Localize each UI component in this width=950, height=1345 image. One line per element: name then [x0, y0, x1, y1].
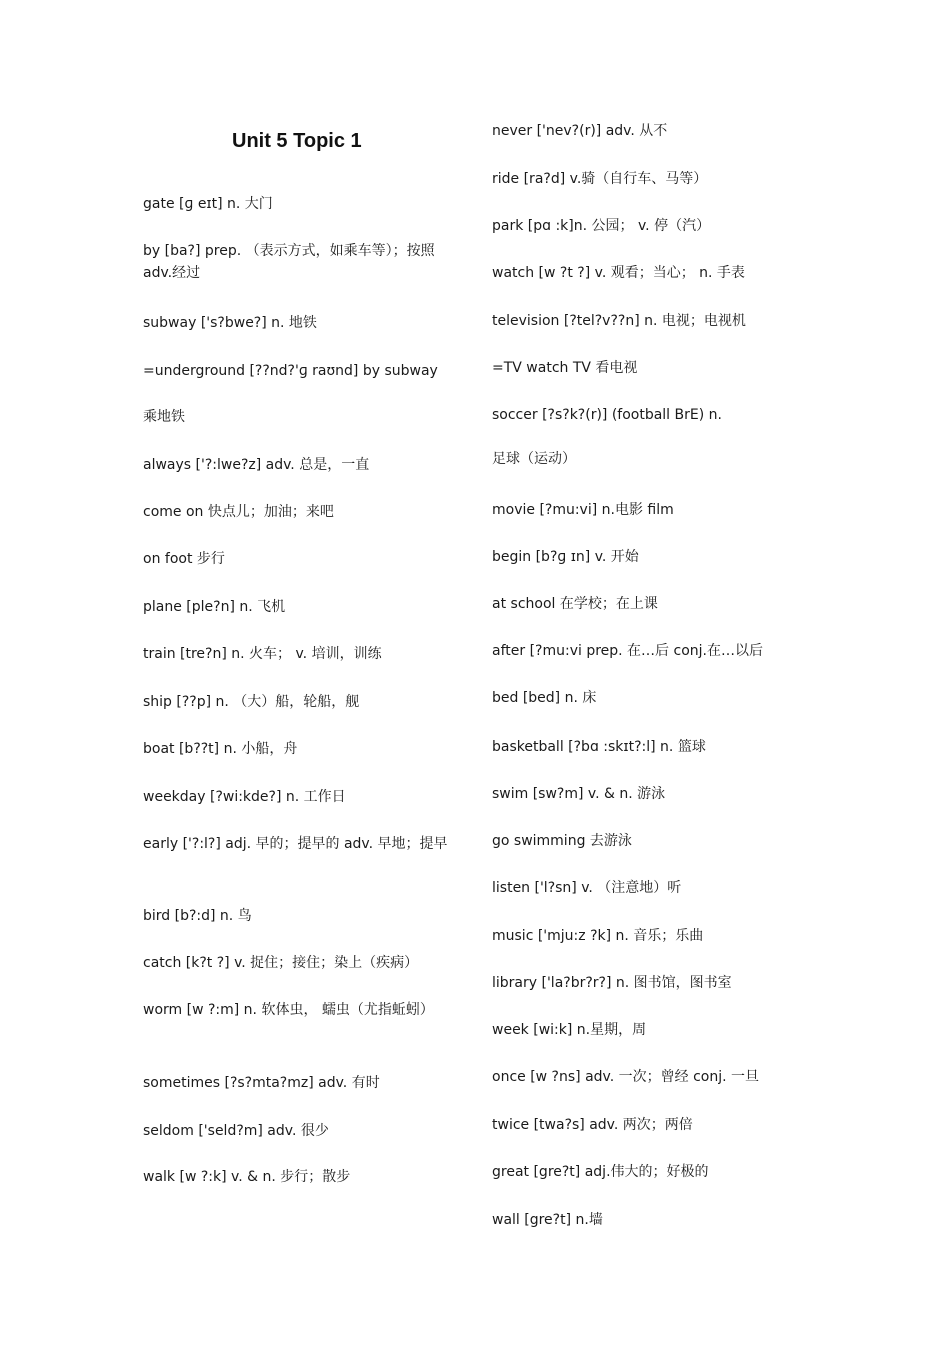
vocab-entry-boat: boat [b??t] n. 小船，舟	[143, 741, 298, 757]
vocab-entry-come-on: come on 快点儿；加油；来吧	[143, 504, 334, 520]
vocab-entry-watch-tv: =TV watch TV 看电视	[492, 360, 638, 376]
vocab-entry-begin: begin [b?ɡ ɪn] v. 开始	[492, 549, 639, 565]
vocab-entry-on-foot: on foot 步行	[143, 551, 225, 567]
vocab-entry-movie: movie [?mu:vi] n.电影 film	[492, 502, 674, 518]
vocab-entry-always: always ['?:lwe?z] adv. 总是，一直	[143, 457, 370, 473]
vocab-entry-bird: bird [b?:d] n. 鸟	[143, 908, 252, 924]
vocab-entry-week: week [wi:k] n.星期，周	[492, 1022, 647, 1038]
vocab-entry-train: train [tre?n] n. 火车； v. 培训，训练	[143, 646, 382, 662]
vocab-entry-at-school: at school 在学校；在上课	[492, 596, 658, 612]
vocab-entry-underground: =underground [??nd?'ɡ raʊnd] by subway	[143, 363, 438, 379]
vocab-entry-basketball: basketball [?bɑ :skɪt?:l] n. 篮球	[492, 739, 706, 755]
vocab-entry-by: by [ba?] prep. （表示方式，如乘车等）；按照 adv.经过	[143, 243, 435, 281]
vocab-entry-plane: plane [ple?n] n. 飞机	[143, 599, 286, 615]
page-title: Unit 5 Topic 1	[232, 130, 362, 152]
vocab-entry-never: never ['nev?(r)] adv. 从不	[492, 123, 668, 139]
vocab-entry-early: early ['?:l?] adj. 早的；提早的 adv. 早地；提早	[143, 836, 448, 852]
vocab-entry-catch: catch [k?t ?] v. 捉住；接住；染上（疾病）	[143, 955, 419, 971]
vocab-entry-seldom: seldom ['seld?m] adv. 很少	[143, 1123, 329, 1139]
vocab-entry-bed: bed [bed] n. 床	[492, 690, 597, 706]
vocab-entry-music: music ['mju:z ?k] n. 音乐；乐曲	[492, 928, 704, 944]
vocab-entry-soccer-meaning: 足球（运动）	[492, 451, 576, 467]
vocab-entry-television: television [?tel?v??n] n. 电视；电视机	[492, 313, 746, 329]
vocab-entry-by-subway-meaning: 乘地铁	[143, 409, 185, 425]
vocab-entry-after: after [?mu:vi prep. 在…后 conj.在…以后	[492, 643, 763, 659]
vocab-entry-wall: wall [gre?t] n.墙	[492, 1212, 603, 1228]
vocab-entry-watch: watch [w ?t ?] v. 观看；当心； n. 手表	[492, 265, 745, 281]
vocab-entry-subway: subway ['s?bwe?] n. 地铁	[143, 315, 317, 331]
vocab-entry-sometimes: sometimes [?s?mta?mz] adv. 有时	[143, 1075, 380, 1091]
vocab-entry-weekday: weekday [?wi:kde?] n. 工作日	[143, 789, 346, 805]
vocab-entry-twice: twice [twa?s] adv. 两次；两倍	[492, 1117, 693, 1133]
vocab-entry-worm: worm [w ?:m] n. 软体虫， 蠕虫（尤指蚯蚓）	[143, 1002, 434, 1018]
vocab-entry-gate: gate [ɡ eɪt] n. 大门	[143, 196, 273, 212]
vocab-entry-park: park [pɑ :k]n. 公园； v. 停（汽）	[492, 218, 711, 234]
vocab-entry-once: once [w ?ns] adv. 一次；曾经 conj. 一旦	[492, 1069, 760, 1085]
vocab-entry-walk: walk [w ?:k] v. & n. 步行；散步	[143, 1169, 351, 1185]
vocab-entry-soccer: soccer [?s?k?(r)] (football BrE) n.	[492, 407, 722, 423]
vocab-entry-go-swimming: go swimming 去游泳	[492, 833, 632, 849]
vocab-entry-great: great [gre?t] adj.伟大的；好极的	[492, 1164, 709, 1180]
vocab-entry-library: library ['la?br?r?] n. 图书馆，图书室	[492, 975, 732, 991]
vocab-entry-listen: listen ['l?sn] v. （注意地）听	[492, 880, 682, 896]
vocab-entry-ride: ride [ra?d] v.骑（自行车、马等）	[492, 171, 708, 187]
vocab-entry-swim: swim [sw?m] v. & n. 游泳	[492, 786, 666, 802]
vocab-entry-ship: ship [??p] n. （大）船，轮船，舰	[143, 694, 360, 710]
